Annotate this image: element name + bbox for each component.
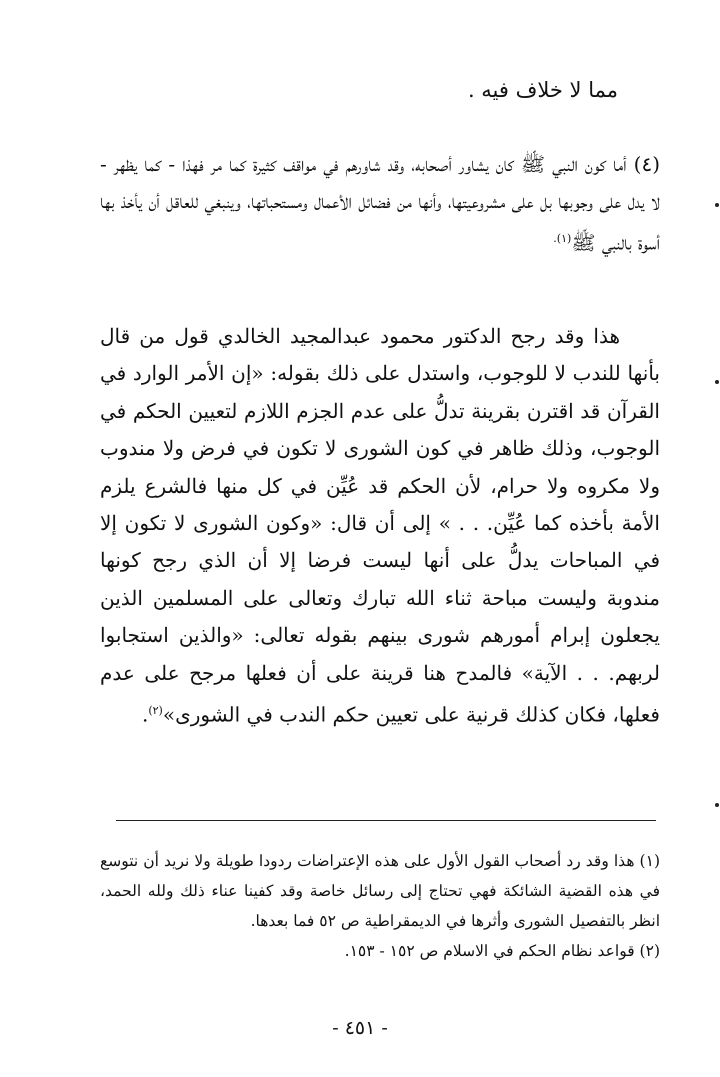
footnote-ref-2: (٢) [148, 704, 163, 718]
edge-mark [715, 203, 719, 207]
point-4 [100, 146, 660, 262]
main-paragraph [100, 318, 660, 734]
footnote-2: (٢) قواعد نظام الحكم في الاسلام ص ١٥٢ - ١٥٣. [344, 942, 660, 960]
footnote-1: (١) هذا وقد رد أصحاب القول الأول على هذه الإعتراضات ردودا طويلة ولا نريد أن نتوسع في هذه القضية الشائكة فهي تحتاج إلى رسائل خاصة وقد كفينا عناء ذلك ولله الحمد، انظر بالتفصيل الشورى وأثرها في الديمقراطية ص ٥٢ فما بعدها. [100, 852, 660, 930]
footnote-ref-1: (١). [553, 232, 572, 245]
page-number: - ٤٥١ - [332, 1017, 388, 1039]
footnotes [100, 846, 660, 966]
footnote-divider [116, 820, 656, 821]
paragraph-text: هذا وقد رجح الدكتور محمود عبدالمجيد الخالدي قول من قال بأنها للندب لا للوجوب، واستدل على ذلك بقوله: «إن الأمر الوارد في القرآن قد اقترن بقرينة تدلُّ على عدم الجزم اللازم لتعيين الحكم في الوجوب، وذلك ظاهر في كون الشورى لا تكون في فرض ولا مندوب ولا مكروه ولا حرام، لأن الحكم قد عُيِّن في كل منها فالشرع يلزم الأمة بأخذه كما عُيِّن. . . » إلى أن قال: «وكون الشورى لا تكون إلا في المباحات يدلُّ على أنها ليست فرضا إلا أن الذي رجح كونها مندوبة وليست مباحة ثناء الله تبارك وتعالى على المسلمين الذين يجعلون إبرام أمورهم شورى بينهم بقوله تعالى: «والذين استجابوا لربهم. . . الآية» فالمدح هنا قرينة على أن فعلها مرجح على عدم فعلها، فكان كذلك قرنية على تعيين حكم الندب في الشورى» [100, 324, 660, 727]
paragraph-end: . [141, 702, 149, 727]
intro-line [98, 72, 618, 108]
intro-text: مما لا خلاف فيه . [467, 78, 618, 102]
edge-mark [715, 380, 719, 384]
edge-mark [715, 803, 719, 807]
point-4-text: (٤) أما كون النبي ﷺ كان يشاور أصحابه، وقد شاورهم في مواقف كثيرة كما مر فهذا - كما يظهر - لا يدل على وجوبها بل على مشروعيتها، وأنها من فضائل الأعمال ومستحباتها، وينبغي للعاقل أن يأخذ بها أسوة بالنبي ﷺ [100, 152, 660, 255]
